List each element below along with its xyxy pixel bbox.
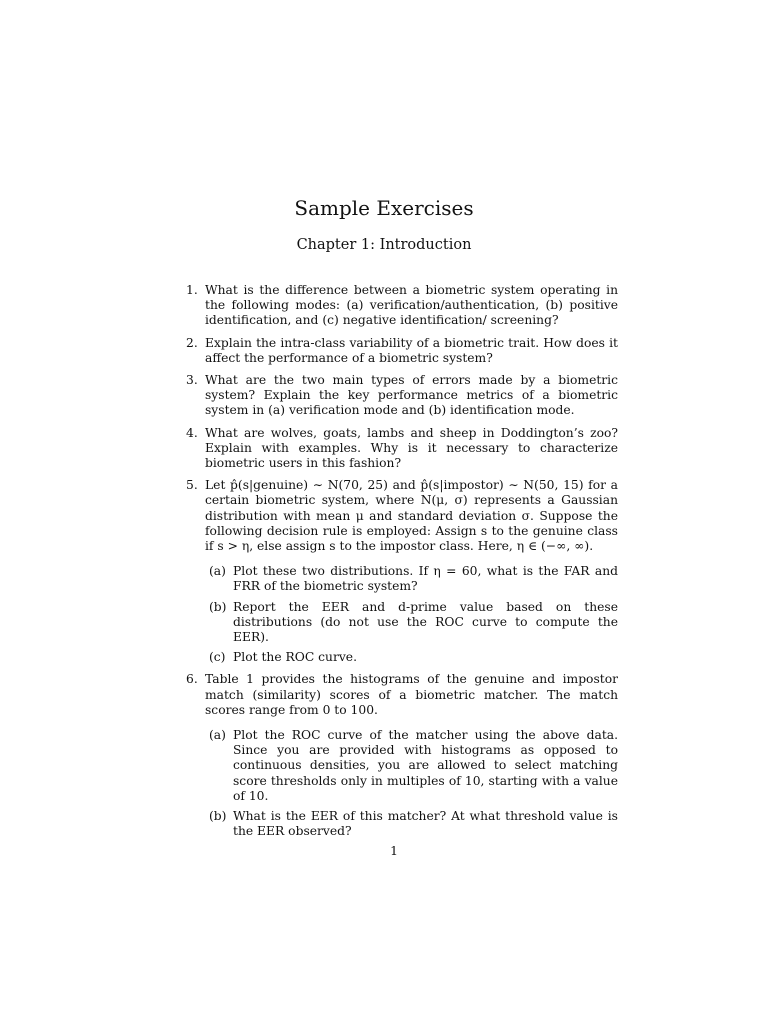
exercise-text: What are the two main types of errors made by a biometric system? Explain the key performance metrics of a biometric system in (a) verification mode and (b) identification mode. [205, 373, 618, 418]
exercise-subparts [205, 564, 618, 665]
subpart-label: (a) [209, 564, 226, 579]
exercise-item [186, 672, 618, 839]
exercise-subpart [205, 728, 618, 804]
exercise-text: Explain the intra-class variability of a biometric trait. How does it affect the performance of a biometric system? [205, 335, 618, 365]
exercise-text: What are wolves, goats, lambs and sheep in Doddington’s zoo? Explain with examples. Why is it necessary to characterize biometric users in this fashion? [205, 425, 618, 471]
exercise-text: Let p̂(s|genuine) ∼ N(70, 25) and p̂(s|impostor) ∼ N(50, 15) for a certain biometric system, where N(μ, σ) represents a Gaussian distribution with mean μ and standard deviation σ. Suppose the following decision rule is employed: Assign s to the genuine class if s > η, else assign s to the impostor class. Here, η ∈ (−∞, ∞). [205, 478, 618, 554]
subpart-label: (a) [209, 728, 226, 743]
exercise-item [186, 426, 618, 472]
chapter-subtitle: Chapter 1: Introduction [296, 237, 472, 253]
subpart-text: Report the EER and d-prime value based on these distributions (do not use the ROC curve to compute the EER). [233, 599, 618, 645]
exercise-number: 1. [186, 283, 198, 297]
exercise-list [186, 283, 618, 847]
subpart-text: Plot the ROC curve. [233, 650, 357, 665]
subpart-text: Plot the ROC curve of the matcher using the above data. Since you are provided with histograms as opposed to continuous densities, you are allowed to select matching score thresholds only in multiples of 10, starting with a value of 10. [233, 728, 618, 803]
subpart-label: (b) [209, 809, 227, 824]
exercise-number: 4. [186, 425, 198, 440]
exercise-subpart [205, 600, 618, 646]
exercise-subpart [205, 564, 618, 594]
exercise-subpart [205, 650, 618, 665]
exercise-subpart [205, 809, 618, 839]
exercise-item [186, 373, 618, 419]
exercise-item [186, 283, 618, 329]
subpart-label: (b) [209, 599, 227, 614]
page-number: 1 [390, 844, 398, 858]
exercise-number: 3. [186, 373, 198, 388]
subpart-text: What is the EER of this matcher? At what threshold value is the EER observed? [233, 809, 618, 839]
exercise-item [186, 478, 618, 665]
exercise-text: Table 1 provides the histograms of the genuine and impostor match (similarity) scores of a biometric matcher. The match scores range from 0 to 100. [205, 672, 618, 717]
exercise-item [186, 336, 618, 366]
exercise-number: 5. [186, 478, 198, 493]
exercise-number: 2. [186, 335, 198, 350]
exercise-text: What is the difference between a biometric system operating in the following modes: (a) verification/authentication, (b) positive identification, and (c) negative identification/ screening? [205, 283, 618, 328]
exercise-number: 6. [186, 672, 198, 687]
page-title: Sample Exercises [294, 196, 474, 220]
subpart-label: (c) [209, 650, 226, 665]
subpart-text: Plot these two distributions. If η = 60, what is the FAR and FRR of the biometric system? [233, 564, 618, 594]
exercise-subparts [205, 728, 618, 839]
